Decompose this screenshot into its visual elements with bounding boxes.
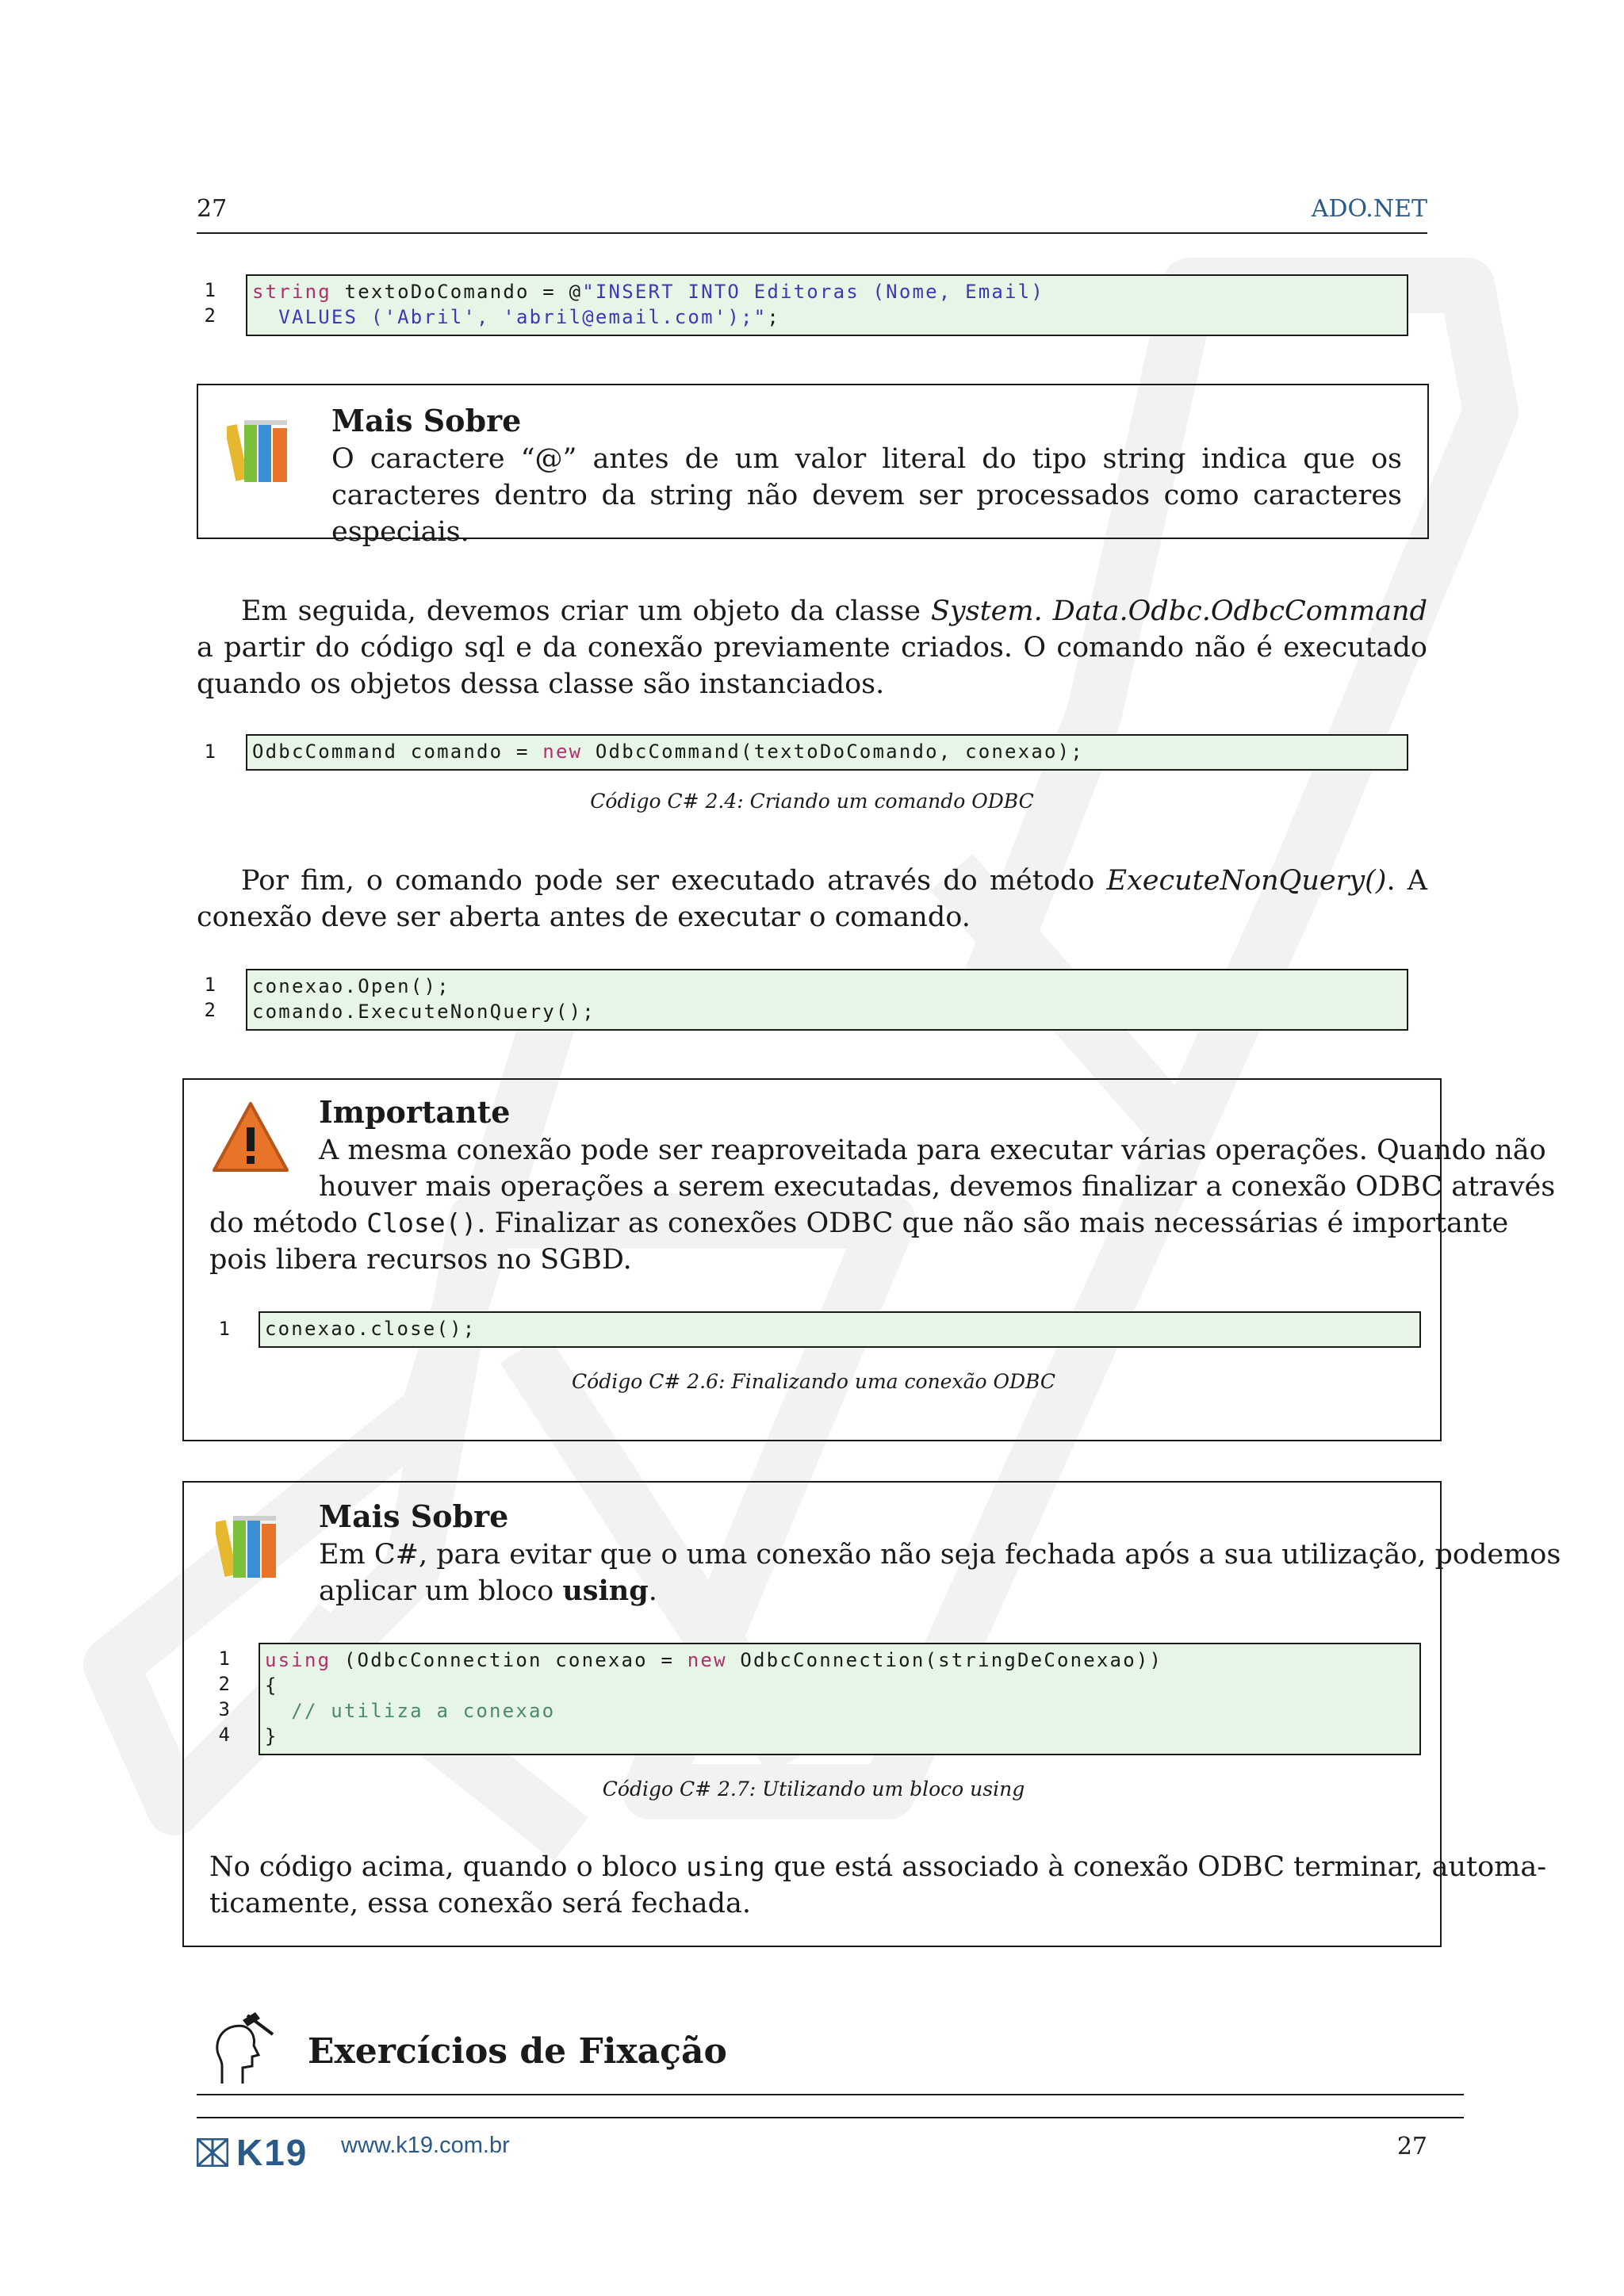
code1-line-numbers: 1 2 bbox=[204, 279, 216, 327]
footer-url-link[interactable]: www.k19.com.br bbox=[341, 2133, 510, 2158]
box2-text-line1: A mesma conexão pode ser reaproveitada para executar várias operações. Quando não bbox=[319, 1135, 1546, 1166]
box3-title: Mais Sobre bbox=[319, 1498, 509, 1534]
section-title: Exercícios de Fixação bbox=[308, 2031, 727, 2072]
code2-line-numbers: 1 bbox=[204, 740, 216, 763]
warning-icon bbox=[211, 1100, 290, 1175]
section-rule bbox=[197, 2094, 1464, 2095]
footer-logo bbox=[197, 2131, 308, 2174]
code-block-3: conexao.Open(); comando.ExecuteNonQuery(); bbox=[246, 969, 1408, 1031]
box2-code-line-numbers: 1 bbox=[218, 1318, 230, 1340]
header-rule bbox=[197, 232, 1427, 234]
box1-text: O caractere “@” antes de um valor literal do tipo string indica que os caracteres dentro da string não devem ser processados como caracteres especiais. bbox=[331, 443, 1402, 548]
box3-code-block: using (OdbcConnection conexao = new OdbcConnection(stringDeConexao)) { // utiliza a conexao } bbox=[259, 1643, 1421, 1755]
books-icon bbox=[216, 1506, 287, 1586]
box2-text-line3: do método Close(). Finalizar as conexões ODBC que não são mais necessárias é importante bbox=[209, 1207, 1509, 1239]
paragraph-1: Em seguida, devemos criar um objeto da classe System. Data.Odbc.OdbcCommand a partir do código sql e da conexão previamente criados. O comando não é executado quando os objetos dessa classe são instanciados. bbox=[197, 595, 1427, 700]
box3-after-line1: No código acima, quando o bloco using que está associado à conexão ODBC terminar, automa- bbox=[209, 1851, 1547, 1883]
paragraph-2: Por fim, o comando pode ser executado através do método ExecuteNonQuery(). A conexão deve ser aberta antes de executar o comando. bbox=[197, 865, 1427, 933]
thinking-head-icon bbox=[208, 2011, 279, 2087]
header-chapter-title: ADO.NET bbox=[1311, 195, 1427, 223]
box2-code-block: conexao.close(); bbox=[259, 1311, 1421, 1348]
code-block-1: string textoDoComando = @"INSERT INTO Editoras (Nome, Email) VALUES ('Abril', 'abril@email.com');"; bbox=[246, 274, 1408, 336]
box3-after-line2: ticamente, essa conexão será fechada. bbox=[209, 1888, 752, 1919]
footer-page-number: 27 bbox=[1396, 2133, 1427, 2160]
mais-sobre-box-1 bbox=[197, 384, 1429, 548]
code-block-2: OdbcCommand comando = new OdbcCommand(textoDoComando, conexao); bbox=[246, 734, 1408, 771]
footer-rule bbox=[197, 2117, 1464, 2118]
box3-text-line1: Em C#, para evitar que o uma conexão não seja fechada após a sua utilização, podemos bbox=[319, 1539, 1561, 1571]
k19-logo-icon bbox=[197, 2138, 228, 2167]
box2-text-line2: houver mais operações a serem executadas, devemos finalizar a conexão ODBC através bbox=[319, 1171, 1556, 1203]
box2-title: Importante bbox=[319, 1094, 511, 1130]
box1-title: Mais Sobre bbox=[331, 403, 522, 438]
box3-text-line2: aplicar um bloco using. bbox=[319, 1575, 657, 1607]
caption-2-7: Código C# 2.7: Utilizando um bloco using bbox=[602, 1777, 1025, 1800]
code3-line-numbers: 1 2 bbox=[204, 974, 216, 1021]
box2-text-line4: pois libera recursos no SGBD. bbox=[209, 1244, 632, 1276]
caption-2-4: Código C# 2.4: Criando um comando ODBC bbox=[590, 790, 1034, 813]
books-icon bbox=[227, 411, 298, 490]
k19-logo-text: K19 bbox=[236, 2132, 308, 2173]
importante-box bbox=[182, 1078, 1556, 1441]
caption-2-6: Código C# 2.6: Finalizando uma conexão ODBC bbox=[572, 1370, 1055, 1393]
header-page-number: 27 bbox=[197, 195, 228, 223]
mais-sobre-box-2 bbox=[182, 1481, 1561, 1947]
box3-code-line-numbers: 1 2 3 4 bbox=[218, 1647, 230, 1746]
